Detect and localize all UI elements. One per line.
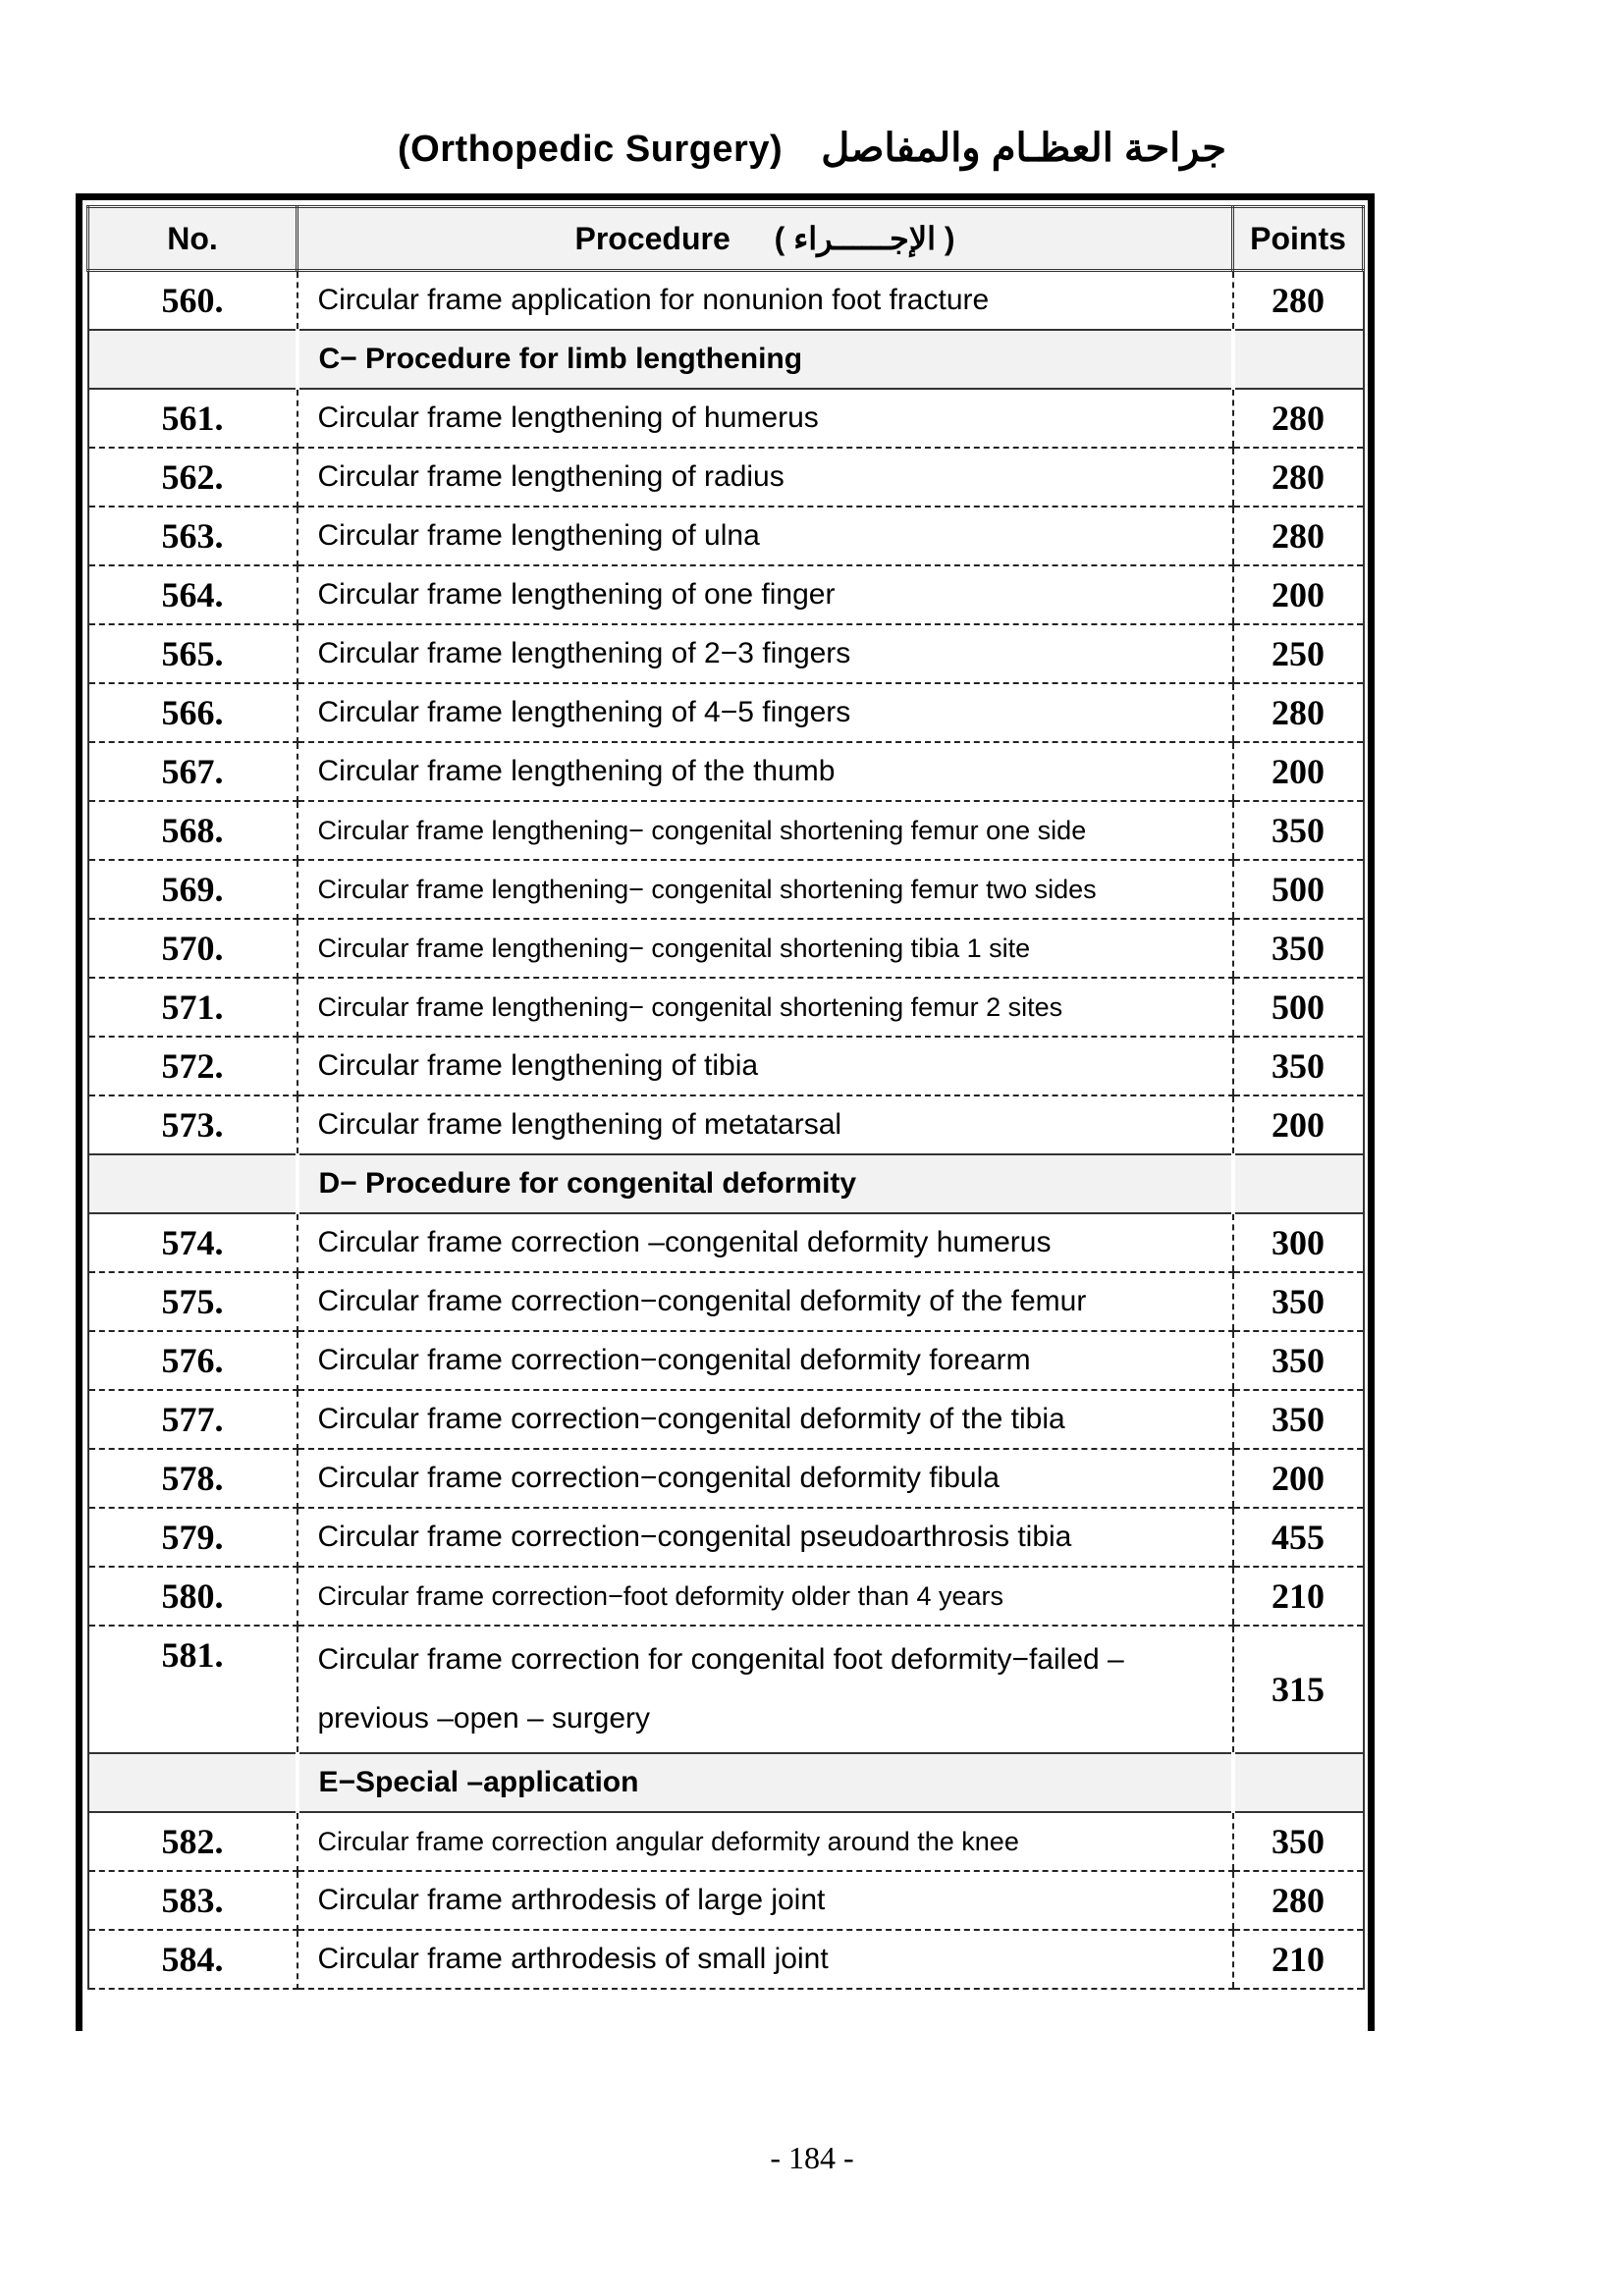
row-number: 573. <box>88 1095 298 1154</box>
row-points: 280 <box>1233 271 1364 331</box>
row-number: 567. <box>88 742 298 801</box>
row-number: 562. <box>88 448 298 507</box>
row-points: 350 <box>1233 919 1364 978</box>
table-row <box>88 978 1364 1037</box>
row-number: 575. <box>88 1272 298 1331</box>
table-row <box>88 1037 1364 1095</box>
table-row <box>88 1213 1364 1272</box>
row-number: 565. <box>88 624 298 683</box>
header-points: Points <box>1233 207 1364 271</box>
row-number: 581. <box>88 1626 298 1753</box>
table-row <box>88 1930 1364 1989</box>
table-header-row <box>88 207 1364 271</box>
row-procedure: Circular frame lengthening− congenital shortening femur two sides <box>298 860 1233 919</box>
page-number: - 184 - <box>770 2140 854 2175</box>
section-title: C− Procedure for limb lengthening <box>298 330 1233 389</box>
row-procedure: Circular frame lengthening of 4−5 fingers <box>298 683 1233 742</box>
procedures-table <box>86 205 1365 1990</box>
row-procedure: Circular frame lengthening of one finger <box>298 565 1233 624</box>
table-row <box>88 1095 1364 1154</box>
row-procedure: Circular frame lengthening− congenital shortening femur one side <box>298 801 1233 860</box>
row-procedure: Circular frame correction for congenital foot deformity−failed – previous –open – surgery <box>298 1626 1233 1753</box>
procedures-table-frame <box>76 193 1375 2031</box>
row-points: 280 <box>1233 683 1364 742</box>
row-points: 200 <box>1233 742 1364 801</box>
table-row <box>88 624 1364 683</box>
row-number: 574. <box>88 1213 298 1272</box>
row-number: 569. <box>88 860 298 919</box>
row-points: 350 <box>1233 1331 1364 1390</box>
row-number: 583. <box>88 1871 298 1930</box>
table-row <box>88 565 1364 624</box>
table-row <box>88 1449 1364 1508</box>
section-row <box>88 330 1364 389</box>
row-procedure: Circular frame lengthening of the thumb <box>298 742 1233 801</box>
row-points: 280 <box>1233 448 1364 507</box>
row-points: 210 <box>1233 1567 1364 1626</box>
row-number: 561. <box>88 389 298 448</box>
table-row <box>88 1331 1364 1390</box>
row-number: 584. <box>88 1930 298 1989</box>
row-points: 200 <box>1233 1095 1364 1154</box>
table-row <box>88 1812 1364 1871</box>
page-title-english: (Orthopedic Surgery) <box>397 129 784 170</box>
table-row <box>88 860 1364 919</box>
row-number: 580. <box>88 1567 298 1626</box>
row-procedure: Circular frame correction−congenital deformity forearm <box>298 1331 1233 1390</box>
row-points: 280 <box>1233 1871 1364 1930</box>
row-procedure: Circular frame correction−congenital deformity fibula <box>298 1449 1233 1508</box>
row-procedure: Circular frame lengthening of radius <box>298 448 1233 507</box>
table-row <box>88 448 1364 507</box>
row-points: 300 <box>1233 1213 1364 1272</box>
row-procedure: Circular frame correction−foot deformity older than 4 years <box>298 1567 1233 1626</box>
table-row <box>88 1626 1364 1753</box>
row-number: 564. <box>88 565 298 624</box>
row-number: 579. <box>88 1508 298 1567</box>
row-procedure: Circular frame lengthening of 2−3 fingers <box>298 624 1233 683</box>
header-procedure-english: Procedure <box>574 221 731 256</box>
row-number: 568. <box>88 801 298 860</box>
row-number: 560. <box>88 271 298 331</box>
row-points: 350 <box>1233 1272 1364 1331</box>
row-procedure: Circular frame correction angular deformity around the knee <box>298 1812 1233 1871</box>
table-row <box>88 271 1364 331</box>
table-row <box>88 1508 1364 1567</box>
row-number: 582. <box>88 1812 298 1871</box>
table-row <box>88 801 1364 860</box>
row-procedure: Circular frame application for nonunion foot fracture <box>298 271 1233 331</box>
row-number: 577. <box>88 1390 298 1449</box>
row-procedure: Circular frame correction−congenital deformity of the tibia <box>298 1390 1233 1449</box>
row-procedure: Circular frame arthrodesis of large joint <box>298 1871 1233 1930</box>
row-points: 210 <box>1233 1930 1364 1989</box>
row-points: 500 <box>1233 860 1364 919</box>
table-row <box>88 1272 1364 1331</box>
header-no: No. <box>88 207 298 271</box>
row-points: 350 <box>1233 1390 1364 1449</box>
row-points: 315 <box>1233 1626 1364 1753</box>
table-row <box>88 389 1364 448</box>
table-row <box>88 683 1364 742</box>
row-points: 200 <box>1233 1449 1364 1508</box>
row-number: 563. <box>88 507 298 565</box>
row-points: 250 <box>1233 624 1364 683</box>
row-procedure: Circular frame lengthening of tibia <box>298 1037 1233 1095</box>
row-points: 280 <box>1233 389 1364 448</box>
row-points: 350 <box>1233 1812 1364 1871</box>
row-points: 350 <box>1233 801 1364 860</box>
row-procedure: Circular frame lengthening of humerus <box>298 389 1233 448</box>
table-row <box>88 1871 1364 1930</box>
section-title: D− Procedure for congenital deformity <box>298 1154 1233 1213</box>
row-number: 576. <box>88 1331 298 1390</box>
page-title <box>0 126 1624 171</box>
row-points: 280 <box>1233 507 1364 565</box>
table-row <box>88 507 1364 565</box>
table-row <box>88 742 1364 801</box>
table-row <box>88 919 1364 978</box>
row-points: 455 <box>1233 1508 1364 1567</box>
row-procedure: Circular frame correction –congenital deformity humerus <box>298 1213 1233 1272</box>
row-points: 200 <box>1233 565 1364 624</box>
row-procedure: Circular frame arthrodesis of small joint <box>298 1930 1233 1989</box>
row-number: 570. <box>88 919 298 978</box>
row-number: 572. <box>88 1037 298 1095</box>
row-number: 571. <box>88 978 298 1037</box>
row-procedure: Circular frame lengthening− congenital shortening tibia 1 site <box>298 919 1233 978</box>
row-points: 500 <box>1233 978 1364 1037</box>
section-row <box>88 1154 1364 1213</box>
row-number: 566. <box>88 683 298 742</box>
row-procedure: Circular frame correction−congenital pseudoarthrosis tibia <box>298 1508 1233 1567</box>
row-procedure: Circular frame lengthening of metatarsal <box>298 1095 1233 1154</box>
section-title: E−Special –application <box>298 1753 1233 1812</box>
table-row <box>88 1567 1364 1626</box>
row-procedure: Circular frame lengthening of ulna <box>298 507 1233 565</box>
header-procedure <box>298 207 1233 271</box>
table-row <box>88 1390 1364 1449</box>
row-points: 350 <box>1233 1037 1364 1095</box>
header-procedure-arabic: ( الإجــــــراء ) <box>774 221 955 256</box>
row-procedure: Circular frame lengthening− congenital shortening femur 2 sites <box>298 978 1233 1037</box>
row-number: 578. <box>88 1449 298 1508</box>
section-row <box>88 1753 1364 1812</box>
row-procedure: Circular frame correction−congenital deformity of the femur <box>298 1272 1233 1331</box>
page-title-arabic: جراحة العظـام والمفاصل <box>821 127 1227 170</box>
